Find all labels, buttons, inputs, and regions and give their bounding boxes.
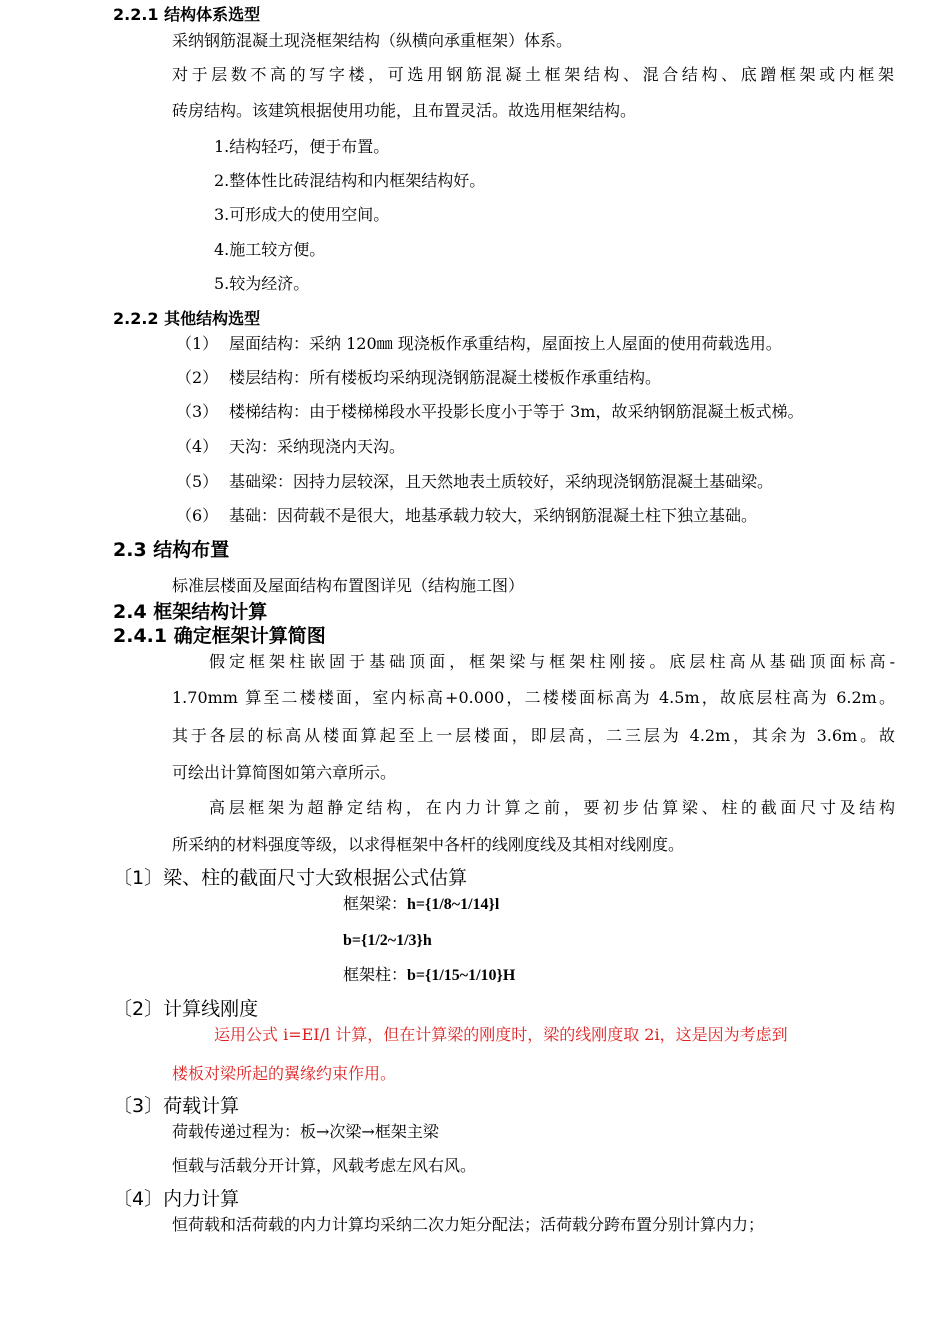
- paragraph-frame-line-4: 可绘出计算简图如第六章所示。: [172, 763, 397, 782]
- list-item-text: 楼梯结构：由于楼梯梯段水平投影长度小于等于 3m，故采纳钢筋混凝土板式梯。: [229, 402, 804, 421]
- step-heading-3: 〔3〕荷载计算: [113, 1095, 240, 1117]
- list-item-text: 基础梁：因持力层较深，且天然地表土质较好，采纳现浇钢筋混凝土基础梁。: [229, 472, 774, 491]
- list-item-advantage: 5.较为经济。: [214, 274, 310, 293]
- highlight-note-line-2: 楼板对梁所起的翼缘约束作用。: [172, 1064, 397, 1083]
- step-heading-2: 〔2〕计算线刚度: [113, 998, 259, 1020]
- list-item-number: （1）: [176, 334, 219, 353]
- formula-beam-width: b={1/2~1/3}h: [343, 932, 432, 949]
- paragraph-highrise-line-1: 高层框架为超静定结构，在内力计算之前，要初步估算梁、柱的截面尺寸及结构: [209, 798, 895, 817]
- step-heading-1: 〔1〕梁、柱的截面尺寸大致根据公式估算: [113, 867, 468, 889]
- list-item-text: 天沟：采纳现浇内天沟。: [229, 437, 406, 456]
- list-item-number: （3）: [176, 402, 219, 421]
- formula-column-width: 框架柱：b={1/15~1/10}H: [343, 965, 516, 984]
- paragraph-structure-system: 采纳钢筋混凝土现浇框架结构（纵横向承重框架）体系。: [172, 31, 573, 50]
- list-item-text: 楼层结构：所有楼板均采纳现浇钢筋混凝土楼板作承重结构。: [229, 368, 662, 387]
- step-heading-4: 〔4〕内力计算: [113, 1188, 240, 1210]
- paragraph-office-line-1: 对于层数不高的写字楼，可选用钢筋混凝土框架结构、混合结构、底蹭框架或内框架: [172, 65, 894, 84]
- list-item-advantage: 3.可形成大的使用空间。: [214, 205, 390, 224]
- section-heading-2-2-1: 2.2.1 结构体系选型: [113, 5, 261, 24]
- paragraph-load-wind: 恒载与活载分开计算，风载考虑左风右风。: [172, 1156, 477, 1175]
- list-item-number: （2）: [176, 368, 219, 387]
- paragraph-frame-line-1: 假定框架柱嵌固于基础顶面，框架梁与框架柱刚接。底层柱高从基础顶面标高-: [209, 652, 895, 671]
- paragraph-office-line-2: 砖房结构。该建筑根据使用功能，且布置灵活。故选用框架结构。: [172, 101, 637, 120]
- formula-beam-height: 框架梁：h={1/8~1/14}l: [343, 894, 500, 913]
- list-item-number: （5）: [176, 472, 219, 491]
- list-item-advantage: 1.结构轻巧，便于布置。: [214, 137, 390, 156]
- paragraph-frame-line-3: 其于各层的标高从楼面算起至上一层楼面，即层高，二三层为 4.2m，其余为 3.6m。故: [172, 726, 895, 745]
- highlight-note-line-1: 运用公式 i=EI/l 计算，但在计算梁的刚度时，梁的线刚度取 2i，这是因为考虑到: [214, 1025, 788, 1044]
- list-item-number: （4）: [176, 437, 219, 456]
- section-heading-2-4-1: 2.4.1 确定框架计算简图: [113, 625, 326, 647]
- paragraph-internal-force: 恒荷载和活荷载的内力计算均采纳二次力矩分配法；活荷载分跨布置分别计算内力；: [172, 1215, 765, 1234]
- paragraph-load-path: 荷载传递过程为：板→次梁→框架主梁: [172, 1122, 439, 1141]
- paragraph-highrise-line-2: 所采纳的材料强度等级，以求得框架中各杆的线刚度线及其相对线刚度。: [172, 835, 685, 854]
- list-item-advantage: 2.整体性比砖混结构和内框架结构好。: [214, 171, 486, 190]
- list-item-number: （6）: [176, 506, 219, 525]
- paragraph-layout: 标准层楼面及屋面结构布置图详见（结构施工图）: [172, 576, 525, 595]
- list-item-text: 基础：因荷载不是很大，地基承载力较大，采纳钢筋混凝土柱下独立基础。: [229, 506, 758, 525]
- section-heading-2-2-2: 2.2.2 其他结构选型: [113, 309, 261, 328]
- paragraph-frame-line-2: 1.70mm 算至二楼楼面，室内标高+0.000，二楼楼面标高为 4.5m，故底层柱高为 6.2m。: [172, 688, 895, 707]
- section-heading-2-3: 2.3 结构布置: [113, 539, 230, 561]
- list-item-text: 屋面结构：采纳 120㎜ 现浇板作承重结构，屋面按上人屋面的使用荷载选用。: [229, 334, 782, 353]
- list-item-advantage: 4.施工较方便。: [214, 240, 326, 259]
- section-heading-2-4: 2.4 框架结构计算: [113, 601, 268, 623]
